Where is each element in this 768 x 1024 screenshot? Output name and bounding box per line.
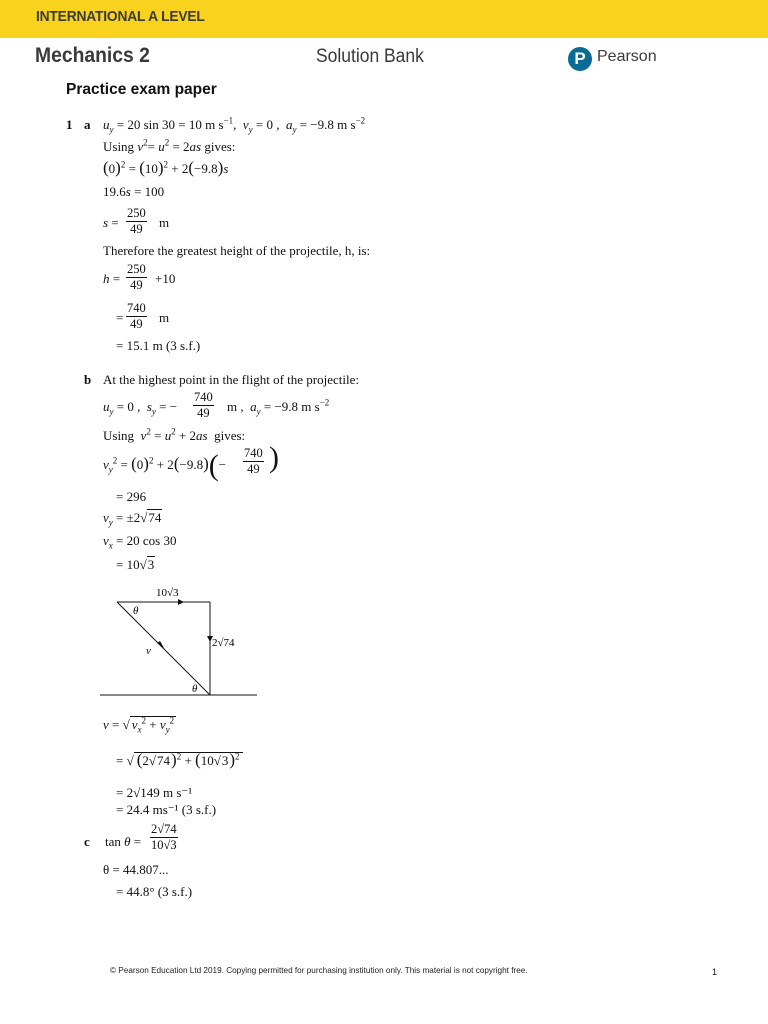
page-title: Practice exam paper xyxy=(66,81,217,98)
pearson-logo-icon: P xyxy=(568,47,592,71)
resultant-arrow-icon xyxy=(157,641,164,648)
part-a-line-6: Therefore the greatest height of the projectile, h, is: xyxy=(103,243,371,258)
part-a-line-4: 19.6s = 100 xyxy=(103,184,165,199)
diagram-label-top: 10√3 xyxy=(156,587,179,599)
diagram-label-right: 2√74 xyxy=(212,637,235,649)
h-label: h = xyxy=(103,271,121,286)
tan-theta-label: tan θ = xyxy=(105,834,142,849)
velocity-triangle-diagram xyxy=(100,584,260,699)
diagram-label-v: v xyxy=(146,645,151,657)
h2-fraction: $\frac{740}{49}$ xyxy=(127,301,146,331)
tan-fraction: $\frac{2√74}{10√3}$ xyxy=(151,822,177,852)
part-c-line-3: = 44.8° (3 s.f.) xyxy=(116,884,193,899)
horizontal-arrow-icon xyxy=(178,599,184,605)
part-b-result-1: = 2√149 m s⁻¹ xyxy=(116,785,193,800)
part-c-label: c xyxy=(84,834,90,849)
v-magnitude-line: v = √ $v_x^2 + v_y^2$ xyxy=(103,715,175,735)
series-label: INTERNATIONAL A LEVEL xyxy=(36,8,205,25)
s-fraction: $\frac{250}{49}$ xyxy=(127,206,146,236)
part-a-label: a xyxy=(84,117,91,132)
h2-eq: = xyxy=(116,310,124,325)
part-b-line-2b: m , $a_y = -9.8$ m $s^{-2}$ xyxy=(227,397,330,417)
vy2-fraction: $\frac{740}{49}$ xyxy=(244,446,263,476)
part-b-line-3: Using $v^2 = u^2 + 2as$ gives: xyxy=(103,426,246,443)
diagram-theta-bottom: θ xyxy=(192,683,198,695)
s-unit: m xyxy=(159,215,170,230)
vy2-line: $v_y^2 = (0)^2 + 2(-9.8)(-$ xyxy=(103,449,227,482)
h2-unit: m xyxy=(159,310,170,325)
part-b-line-2: $u_y = 0$ , $s_y$ = − xyxy=(103,399,178,417)
page-number: 1 xyxy=(712,967,718,977)
part-b-line-8: = 10√3 xyxy=(116,557,155,572)
part-b-result-2: = 24.4 ms⁻¹ (3 s.f.) xyxy=(116,802,217,817)
part-a-result: = 15.1 m (3 s.f.) xyxy=(116,338,201,353)
resultant-velocity-line xyxy=(117,602,210,695)
part-b-line-1: At the highest point in the flight of the projectile: xyxy=(103,372,359,387)
sy-fraction: $\frac{740}{49}$ xyxy=(194,390,213,420)
h-plus: +10 xyxy=(155,271,176,286)
part-a-line-1: $u_y = 20$ sin 30 = 10 m $s^{-1}$, $v_y = 0$ , $a_y = -9.8$ m $s^{-2}$ xyxy=(103,115,366,135)
vy2-close-paren: ) xyxy=(269,441,279,474)
diagram-theta-top: θ xyxy=(133,605,139,617)
part-a-line-3: $(0)^2 = (10)^2 + 2(-9.8)s$ xyxy=(103,158,229,177)
solution-bank-label: Solution Bank xyxy=(316,46,424,67)
copyright-footer: © Pearson Education Ltd 2019. Copying permitted for purchasing institution only. This material is not copyright free. xyxy=(110,966,528,975)
question-number: 1 xyxy=(66,117,73,132)
part-b-label: b xyxy=(84,372,92,387)
publisher-name: Pearson xyxy=(597,48,657,65)
part-b-line-7: $v_x = 20$ cos 30 xyxy=(103,533,177,551)
part-c-line-2: θ = 44.807... xyxy=(103,862,169,877)
part-b-line-5: = 296 xyxy=(116,489,147,504)
part-b-line-6: $v_y = \pm 2√74$ xyxy=(103,510,162,528)
subject-title: Mechanics 2 xyxy=(35,44,150,67)
s-label: s = xyxy=(103,215,119,230)
h-fraction: $\frac{250}{49}$ xyxy=(127,262,146,292)
part-a-line-2: Using $v^2= u^2 = 2as$ gives: xyxy=(103,137,236,154)
v-substitution-line: = √ $(2√74)^2 + (10√3)^2$ xyxy=(116,752,243,769)
